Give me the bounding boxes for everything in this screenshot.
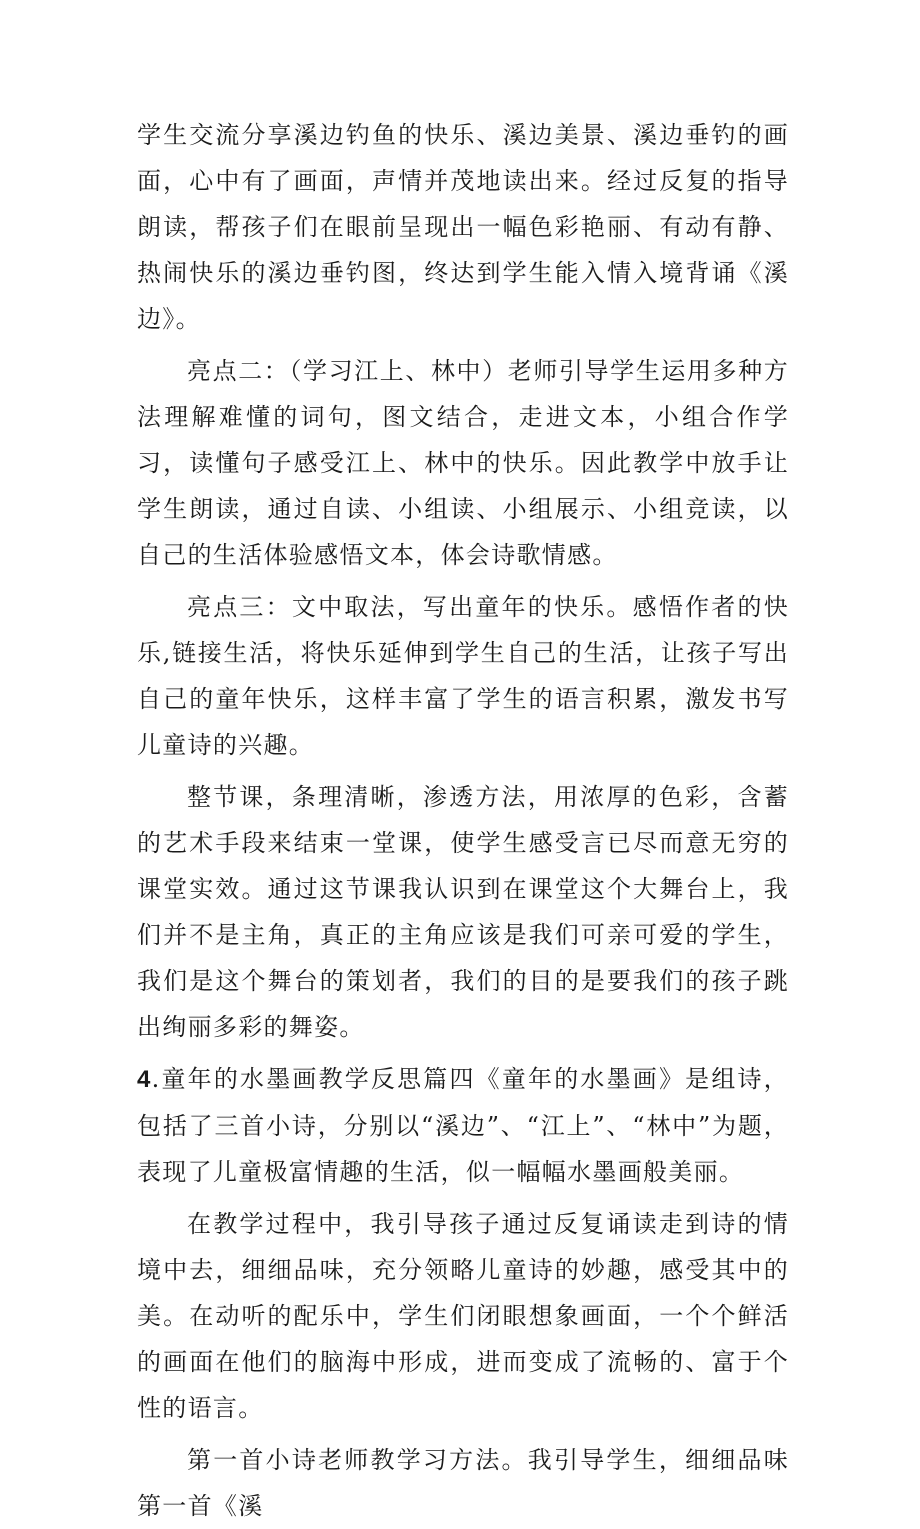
section-number: 4 [137,1066,152,1093]
paragraph-first-poem: 第一首小诗老师教学习方法。我引导学生，细细品味第一首《溪 [137,1446,789,1520]
section-four-heading [137,1056,789,1195]
document-body [137,112,789,1529]
paragraph-summary: 整节课，条理清晰，渗透方法，用浓厚的色彩，含蓄的艺术手段来结束一堂课，使学生感受言已尽而意无穷的课堂实效。通过这节课我认识到在课堂这个大舞台上，我们并不是主角，真正的主角应该是我们可亲可爱的学生，我们是这个舞台的策划者，我们的目的是要我们的孩子跳出绚丽多彩的舞姿。 [137,783,789,1041]
paragraph-teaching-process: 在教学过程中，我引导孩子通过反复诵读走到诗的情境中去，细细品味，充分领略儿童诗的妙趣，感受其中的美。在动听的配乐中，学生们闭眼想象画面，一个个鲜活的画面在他们的脑海中形成，进而变成了流畅的、富于个性的语言。 [137,1210,789,1422]
paragraph-highlight-two: 亮点二：（学习江上、林中）老师引导学生运用多种方法理解难懂的词句，图文结合，走进文本，小组合作学习，读懂句子感受江上、林中的快乐。因此教学中放手让学生朗读，通过自读、小组读、小组展示、小组竞读，以自己的生活体验感悟文本，体会诗歌情感。 [137,357,789,569]
section-four-text: .童年的水墨画教学反思篇四《童年的水墨画》是组诗，包括了三首小诗，分别以“溪边”、“江上”、“林中”为题，表现了儿童极富情趣的生活，似一幅幅水墨画般美丽。 [137,1065,789,1186]
paragraph-continuation: 学生交流分享溪边钓鱼的快乐、溪边美景、溪边垂钓的画面，心中有了画面，声情并茂地读出来。经过反复的指导朗读，帮孩子们在眼前呈现出一幅色彩艳丽、有动有静、热闹快乐的溪边垂钓图，终达到学生能入情入境背诵《溪边》。 [137,121,789,333]
paragraph-highlight-three: 亮点三：文中取法，写出童年的快乐。感悟作者的快乐,链接生活，将快乐延伸到学生自己的生活，让孩子写出自己的童年快乐，这样丰富了学生的语言积累，激发书写儿童诗的兴趣。 [137,593,789,759]
